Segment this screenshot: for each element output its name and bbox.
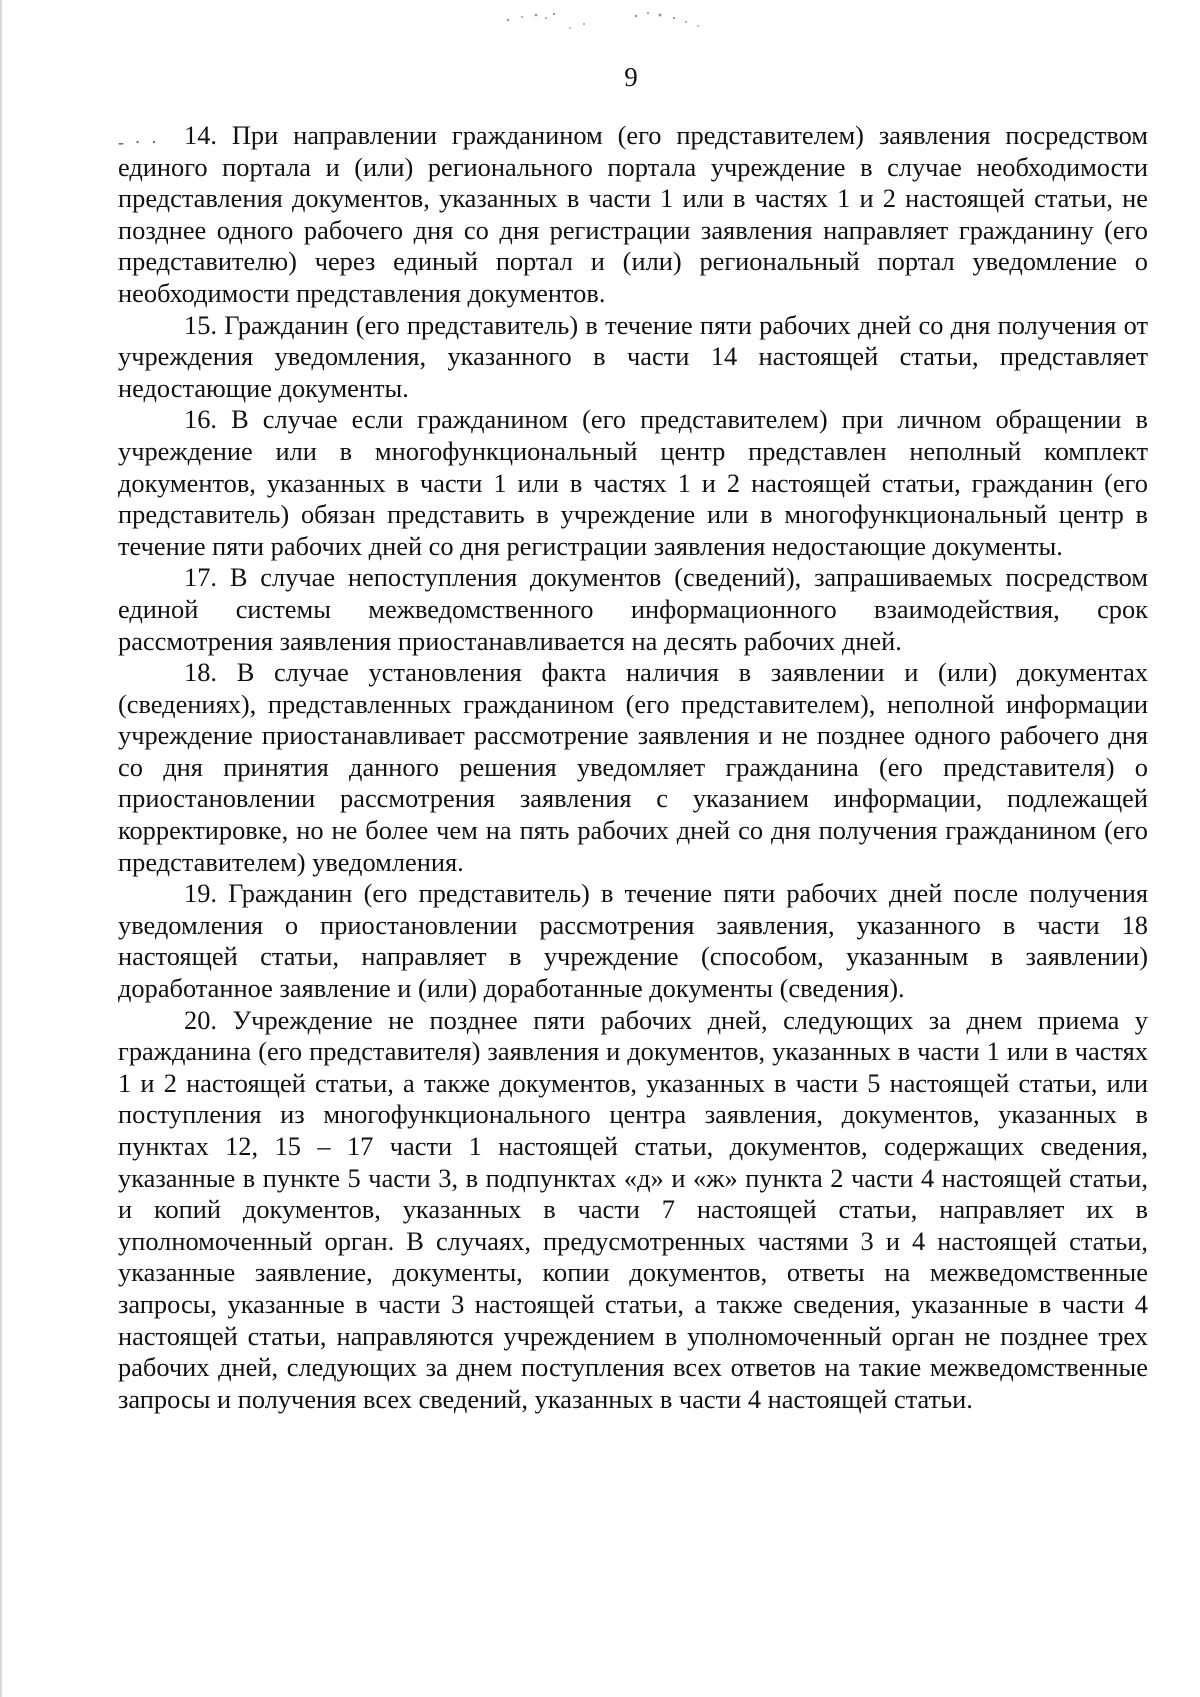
document-body bbox=[118, 120, 1148, 1415]
paragraph-15: 15. Гражданин (его представитель) в течение пяти рабочих дней со дня получения от учреждения уведомления, указанного в части 14 настоящей статьи, представляет недостающие документы. bbox=[118, 309, 1148, 403]
paragraph-14: 14. При направлении гражданином (его представителем) заявления посредством единого портала и (или) регионального портала учреждение в случае необходимости представления документов, указанных в части 1 или в частях 1 и 2 настоящей статьи, не позднее одного рабочего дня со дня регистрации заявления направляет гражданину (его представителю) через единый портал и (или) региональный портал уведомление о необходимости представления документов. bbox=[118, 120, 1148, 308]
paragraph-18: 18. В случае установления факта наличия в заявлении и (или) документах (сведениях), представленных гражданином (его представителем), неполной информации учреждение приостанавливает рассмотрение заявления и не позднее одного рабочего дня со дня принятия данного решения уведомляет гражданина (его представителя) о приостановлении рассмотрения заявления с указанием информации, подлежащей корректировке, но не более чем на пять рабочих дней со дня получения гражданином (его представителем) уведомления. bbox=[118, 657, 1148, 877]
page-number: 9 bbox=[624, 62, 638, 92]
paragraph-19: 19. Гражданин (его представитель) в течение пяти рабочих дней после получения уведомления о приостановлении рассмотрения заявления, указанного в части 18 настоящей статьи, направляет в учреждение (способом, указанным в заявлении) доработанное заявление и (или) доработанные документы (сведения). bbox=[118, 878, 1148, 1004]
scan-edge-line bbox=[0, 0, 2, 1697]
paragraph-17: 17. В случае непоступления документов (сведений), запрашиваемых посредством единой системы межведомственного информационного взаимодействия, срок рассмотрения заявления приостанавливается на десять рабочих дней. bbox=[118, 562, 1148, 656]
scan-artifact bbox=[488, 6, 738, 36]
margin-mark: - · · bbox=[118, 132, 160, 152]
paragraph-16: 16. В случае если гражданином (его представителем) при личном обращении в учреждение или в многофункциональный центр представлен неполный комплект документов, указанных в части 1 или в частях 1 и 2 настоящей статьи, гражданин (его представитель) обязан представить в учреждение или в многофункциональный центр в течение пяти рабочих дней со дня регистрации заявления недостающие документы. bbox=[118, 404, 1148, 561]
paragraph-20: 20. Учреждение не позднее пяти рабочих дней, следующих за днем приема у гражданина (его представителя) заявления и документов, указанных в части 1 или в частях 1 и 2 настоящей статьи, а также документов, указанных в части 5 настоящей статьи, или поступления из многофункционального центра заявления, документов, указанных в пунктах 12, 15 – 17 части 1 настоящей статьи, документов, содержащих сведения, указанные в пункте 5 части 3, в подпунктах «д» и «ж» пункта 2 части 4 настоящей статьи, и копий документов, указанных в части 7 настоящей статьи, направляет их в уполномоченный орган. В случаях, предусмотренных частями 3 и 4 настоящей статьи, указанные заявление, документы, копии документов, ответы на межведомственные запросы, указанные в части 3 настоящей статьи, а также сведения, указанные в части 4 настоящей статьи, направляются учреждением в уполномоченный орган не позднее трех рабочих дней, следующих за днем поступления всех ответов на такие межведомственные запросы и получения всех сведений, указанных в части 4 настоящей статьи. bbox=[118, 1004, 1148, 1414]
